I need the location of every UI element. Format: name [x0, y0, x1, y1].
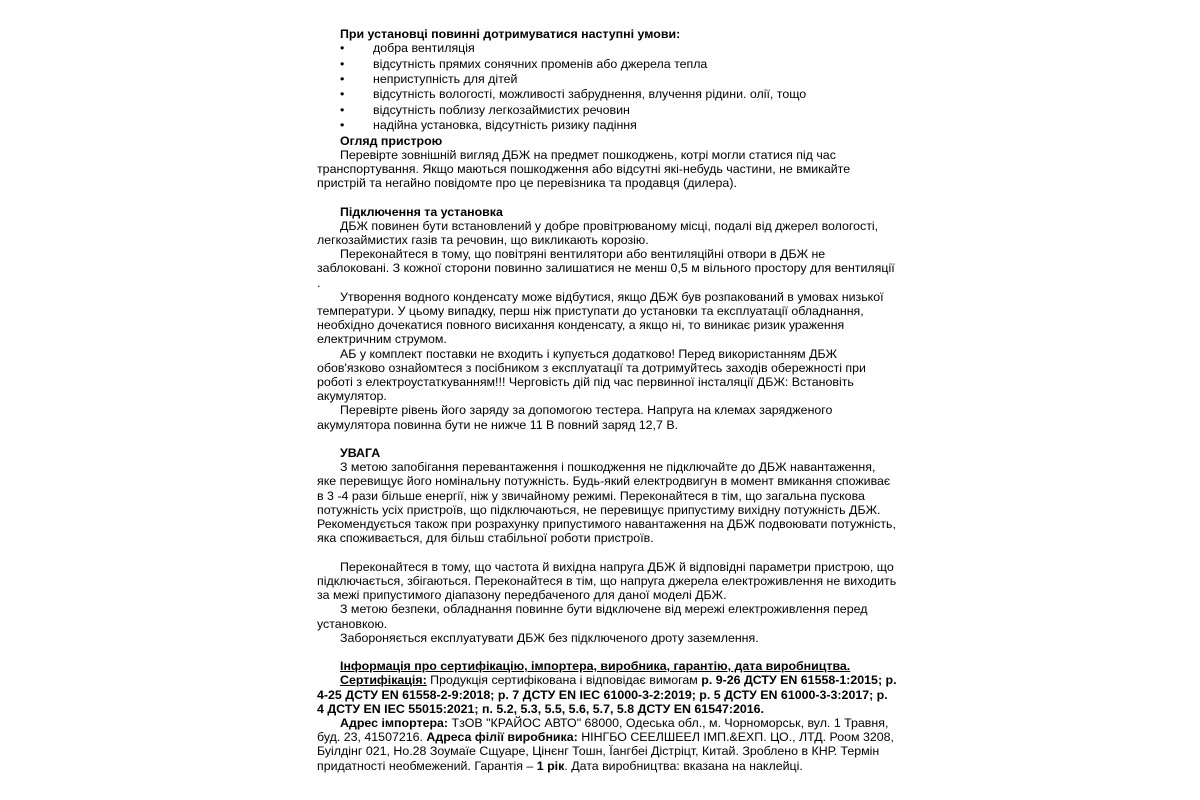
- info-title: Інформація про сертифікацію, імпортера, виробника, гарантію, дата виробництва.: [340, 659, 851, 674]
- certification-paragraph: [317, 673, 897, 716]
- conditions-title: При установці повинні дотримуватися наступні умови:: [340, 27, 681, 41]
- list-item: [317, 87, 897, 102]
- info-title-line: [317, 659, 897, 673]
- warning-paragraph-4: Забороняється експлуатувати ДБЖ без підключеного дроту заземлення.: [340, 630, 759, 645]
- connection-paragraph-4: АБ у комплект поставки не входить і купується додатково! Перед використанням ДБЖ обов'язково ознайомтеся з посібником з експлуатації та дотримуйтесь заходів обережності при роботі з електроустаткуванням!!! Черговість дій під час первинної інсталяції ДБЖ: Встановіть акумулятор.: [317, 346, 866, 404]
- list-item: [317, 103, 897, 118]
- overview-text: Перевірте зовнішній вигляд ДБЖ на предмет пошкоджень, котрі могли статися під час транспортування. Якщо маються пошкодження або відсутні які-небудь частини, не вмикайте пристрій та негайно повідомте про це перевізника та продавця (дилера).: [317, 147, 851, 191]
- certification-standards: р. 9-26 ДСТУ EN 61558-1:2015; р. 4-25 ДСТУ EN 61558-2-9:2018; р. 7 ДСТУ EN IEC 61000-3-2:2019; р. 5 ДСТУ EN 61000-3-3:2017; р. 4 ДСТУ EN IEC 55015:2021; п. 5.2, 5.3, 5.5, 5.6, 5.7, 5.8 ДСТУ EN 61547:2016.: [317, 673, 897, 716]
- importer-text: ТзОВ "КРАЙОС АВТО" 68000, Одеська обл., м. Чорноморськ, вул. 1 Травня, буд. 23, 41507216.: [317, 715, 889, 745]
- warning-title: УВАГА: [340, 446, 381, 461]
- list-item-text: добра вентиляція: [373, 41, 475, 56]
- list-item-text: відсутність вологості, можливості забруднення, влучення рідини. олії, тощо: [373, 87, 807, 102]
- spacer: [317, 190, 897, 204]
- list-item-text: відсутність прямих сонячних променів або джерела тепла: [373, 56, 708, 71]
- connection-title: Підключення та установка: [340, 204, 503, 219]
- certification-label: Сертифікація:: [340, 673, 427, 688]
- warning-paragraph-1: З метою запобігання перевантаження і пошкодження не підключайте до ДБЖ навантаження, яке перевищує його номінальну потужність. Будь-який електродвигун в момент вмикання споживає в 3 -4 рази більше енергії, ніж у звичайному режимі. Переконайтеся в тім, що загальна пускова потужність усіх пристроїв, що підключаються, не перевищує припустиму вихідну потужність ДБЖ. Рекомендується також при розрахунку припустимого навантаження на ДБЖ подвоювати потужність, яка споживається, для більш стабільної роботи пристроїв.: [317, 460, 896, 546]
- warning-paragraph-2: Переконайтеся в тому, що частота й вихідна напруга ДБЖ й відповідні параметри пристрою, що підключається, збігаються. Переконайтеся в тім, що напруга джерела електроживлення не виходить за межі припустимого діапазону передбаченого для даної моделі ДБЖ.: [317, 559, 897, 603]
- overview-title: Огляд пристрою: [340, 133, 443, 148]
- spacer: [317, 645, 897, 659]
- list-item: [317, 118, 897, 133]
- importer-label: Адрес імпортера:: [340, 715, 449, 730]
- production-date-text: . Дата виробництва: вказана на наклейці.: [564, 758, 803, 773]
- list-item: [317, 72, 897, 87]
- list-item: [317, 57, 897, 72]
- warranty-term: 1 рік: [536, 758, 565, 773]
- list-item-text: неприступність для дітей: [373, 72, 518, 87]
- bullet-icon: •: [340, 41, 345, 56]
- spacer: [317, 546, 897, 560]
- bullet-icon: •: [340, 102, 345, 117]
- bullet-icon: •: [340, 72, 345, 87]
- certification-text: Продукція сертифікована і відповідає вимогам: [426, 673, 702, 688]
- bullet-icon: •: [340, 87, 345, 102]
- branch-label: Адреса філії виробника:: [426, 730, 578, 745]
- connection-paragraph-2: Переконайтеся в тому, що повітряні вентилятори або вентиляційні отвори в ДБЖ не заблоковані. З кожної сторони повинно залишатися не менш 0,5 м вільного простору для вентиляції .: [317, 247, 895, 290]
- importer-paragraph: [317, 716, 897, 773]
- list-item-text: надійна установка, відсутність ризику падіння: [373, 118, 637, 133]
- list-item: [317, 41, 897, 56]
- connection-paragraph-3: Утворення водного конденсату може відбутися, якщо ДБЖ був розпакований в умовах низької температури. У цьому випадку, перш ніж приступати до установки та експлуатації обладнання, необхідно дочекатися повного висихання конденсату, а якщо ні, то виникає ризик ураження електричним струмом.: [317, 289, 884, 347]
- bullet-icon: •: [340, 56, 345, 71]
- warning-paragraph-3: З метою безпеки, обладнання повинне бути відключене від мережі електроживлення перед установкою.: [317, 602, 868, 631]
- document-page: [317, 27, 897, 773]
- list-item-text: відсутність поблизу легкозаймистих речовин: [373, 102, 630, 117]
- spacer: [317, 432, 897, 446]
- connection-paragraph-1: ДБЖ повинен бути встановлений у добре провітрюваному місці, подалі від джерел вологості, легкозаймистих газів та речовин, що викликають корозію.: [317, 218, 879, 248]
- branch-text: НІНГБО СЕЕЛШЕЕЛ ІМП.&ЕХП. ЦО., ЛТД. Роом 3208, Буілдінг 021, Но.28 Зоумаїе Сщуаре, Цінєнг Тошн, Їангбеі Дістріцт, Китай. Зроблено в КНР. Термін придатності необмежений. Гарантія –: [317, 730, 894, 773]
- conditions-list: [317, 41, 897, 133]
- connection-paragraph-5: Перевірте рівень його заряду за допомогою тестера. Напруга на клемах зарядженого акумулятора повинна бути не нижче 11 В повний заряд 12,7 В.: [317, 403, 833, 432]
- bullet-icon: •: [340, 118, 345, 133]
